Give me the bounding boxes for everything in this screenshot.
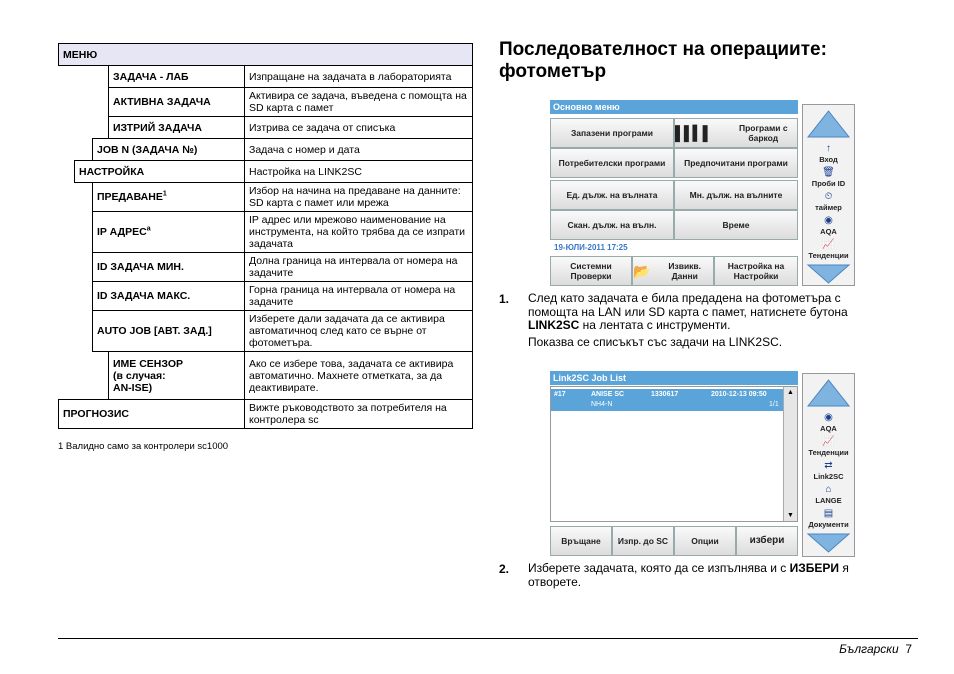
scroll-down-icon[interactable]: ▼	[787, 512, 794, 519]
tile-user-programs[interactable]: Потребителски програми	[550, 148, 674, 178]
menu-key: ИМЕ СЕНЗОР (в случая: AN-ISE)	[109, 352, 245, 400]
menu-key: JOB N (ЗАДАЧА №)	[93, 139, 245, 161]
footer-rule	[58, 638, 918, 639]
link2sc-button[interactable]: ⇄ Link2SC	[805, 460, 852, 484]
menu-key: ЗАДАЧА - ЛАБ	[109, 66, 245, 88]
link2sc-icon: ⇄	[824, 460, 833, 471]
sample-id-button[interactable]: 🗑 Проби ID	[805, 167, 852, 191]
tile-favorite-programs[interactable]: Предпочитани програми	[674, 148, 798, 178]
date-time: 19-ЮЛИ-2011 17:25	[554, 243, 628, 252]
barcode-icon: ▌▌▍▌	[675, 125, 712, 141]
menu-header: МЕНЮ	[59, 44, 473, 66]
page-footer	[839, 642, 912, 656]
tile-barcode-programs[interactable]: ▌▌▍▌ Програми с баркод	[674, 118, 798, 148]
step-result: Показва се списъкът със задачи на LINK2SC.	[528, 335, 783, 349]
trends-button[interactable]: 📈 Тенденции	[805, 436, 852, 460]
menu-desc: Горна граница на интервала от номера на задачите	[245, 282, 473, 311]
menu-desc: Задача с номер и дата	[245, 139, 473, 161]
menu-key: ПРОГНОЗИС	[59, 400, 245, 429]
menu-key: АКТИВНА ЗАДАЧА	[109, 88, 245, 117]
main-menu-screen	[550, 100, 856, 290]
trends-icon: 📈	[822, 436, 835, 447]
step-text: След като задачата е била предадена на фотометъра с помощта на LAN или SD карта с памет, натиснете бутона LINK2SC на лентата с инструменти.	[528, 291, 848, 332]
step-number: 2.	[499, 562, 510, 576]
job-list-screen	[550, 371, 856, 557]
menu-desc: Настройка на LINK2SC	[245, 161, 473, 183]
menu-key: AUTO JOB [АВТ. ЗАД.]	[93, 311, 245, 352]
menu-desc: Ако се избере това, задачата се активира автоматично. Махнете отметката, за да деактивирате.	[245, 352, 473, 400]
menu-key: ПРЕДАВАНЕ$^1$	[93, 183, 245, 212]
screen-title: Link2SC Job List	[550, 371, 798, 385]
options-button[interactable]: Опции	[674, 526, 736, 556]
login-button[interactable]: ↑ Вход	[805, 143, 852, 167]
menu-key: ID ЗАДАЧА МИН.	[93, 253, 245, 282]
sample-icon: 🗑	[822, 167, 835, 178]
menu-desc: Избор на начина на предаване на данните: SD карта с памет или мрежа	[245, 183, 473, 212]
documents-button[interactable]: ▤ Документи	[805, 508, 852, 532]
menu-desc: Изтрива се задача от списъка	[245, 117, 473, 139]
side-toolbar	[802, 373, 855, 557]
side-toolbar	[802, 104, 855, 286]
scroll-up-icon[interactable]: ▲	[787, 389, 794, 396]
aqa-icon: ◉	[824, 412, 833, 423]
select-button[interactable]: избери	[736, 526, 798, 556]
menu-desc: Долна граница на интервала от номера на задачите	[245, 253, 473, 282]
scroll-up-arrow-icon[interactable]	[805, 107, 852, 141]
lange-button[interactable]: ⌂ LANGE	[805, 484, 852, 508]
trends-button[interactable]: 📈 Тенденции	[805, 239, 852, 263]
tile-multi-wavelength[interactable]: Мн. дълж. на вълните	[674, 180, 798, 210]
login-icon: ↑	[826, 143, 831, 154]
system-checks-button[interactable]: Системни Проверки	[550, 256, 632, 286]
menu-desc: Активира се задача, въведена с помощта на SD карта с памет	[245, 88, 473, 117]
home-icon: ⌂	[825, 484, 832, 495]
step-text: Изберете задачата, която да се изпълнява и с ИЗБЕРИ я отворете.	[528, 561, 849, 589]
footer-language: Български	[839, 642, 899, 656]
page-number: 7	[905, 642, 912, 656]
trends-icon: 📈	[822, 239, 835, 250]
menu-key: IP АДРЕС$^a$	[93, 212, 245, 253]
job-row[interactable]: #17 ANISE SC 1330617 2010-12-13 09:50 NH4-N 1/1	[551, 389, 783, 411]
tile-single-wavelength[interactable]: Ед. дълж. на вълната	[550, 180, 674, 210]
folder-icon: 📂	[633, 263, 651, 279]
menu-table	[58, 43, 473, 429]
aqa-button[interactable]: ◉ AQA	[805, 215, 852, 239]
tile-wavelength-scan[interactable]: Скан. дълж. на вълн.	[550, 210, 674, 240]
timer-button[interactable]: ⏲ таймер	[805, 191, 852, 215]
scrollbar[interactable]	[783, 387, 797, 521]
tile-saved-programs[interactable]: Запазени програми	[550, 118, 674, 148]
footnote: 1 Валидно само за контролери sc1000	[58, 441, 229, 452]
menu-desc: IP адрес или мрежово наименование на инструмента, на който трябва да се изпрати задачата	[245, 212, 473, 253]
job-list	[550, 386, 798, 522]
screen-title: Основно меню	[550, 100, 798, 114]
scroll-down-arrow-icon[interactable]	[805, 532, 852, 554]
scroll-up-arrow-icon[interactable]	[805, 376, 852, 410]
menu-key: ИЗТРИЙ ЗАДАЧА	[109, 117, 245, 139]
menu-key: ID ЗАДАЧА МАКС.	[93, 282, 245, 311]
documents-icon: ▤	[823, 508, 834, 519]
send-to-sc-button[interactable]: Изпр. до SC	[612, 526, 674, 556]
recall-data-button[interactable]: 📂 Извикв. Данни	[632, 256, 714, 286]
aqa-icon: ◉	[824, 215, 833, 226]
page-title: Последователност на операциите: фотометър	[499, 39, 827, 82]
settings-button[interactable]: Настройка на Настройки	[714, 256, 798, 286]
step-number: 1.	[499, 292, 510, 306]
menu-desc: Вижте ръководството за потребителя на контролера sc	[245, 400, 473, 429]
back-button[interactable]: Връщане	[550, 526, 612, 556]
menu-desc: Изпращане на задачата в лабораторията	[245, 66, 473, 88]
timer-icon: ⏲	[824, 191, 833, 202]
scroll-down-arrow-icon[interactable]	[805, 263, 852, 285]
tile-time[interactable]: Време	[674, 210, 798, 240]
menu-desc: Изберете дали задачата да се активира автоматичноq след като се върне от фотометъра.	[245, 311, 473, 352]
menu-key: НАСТРОЙКА	[75, 161, 245, 183]
aqa-button[interactable]: ◉ AQA	[805, 412, 852, 436]
